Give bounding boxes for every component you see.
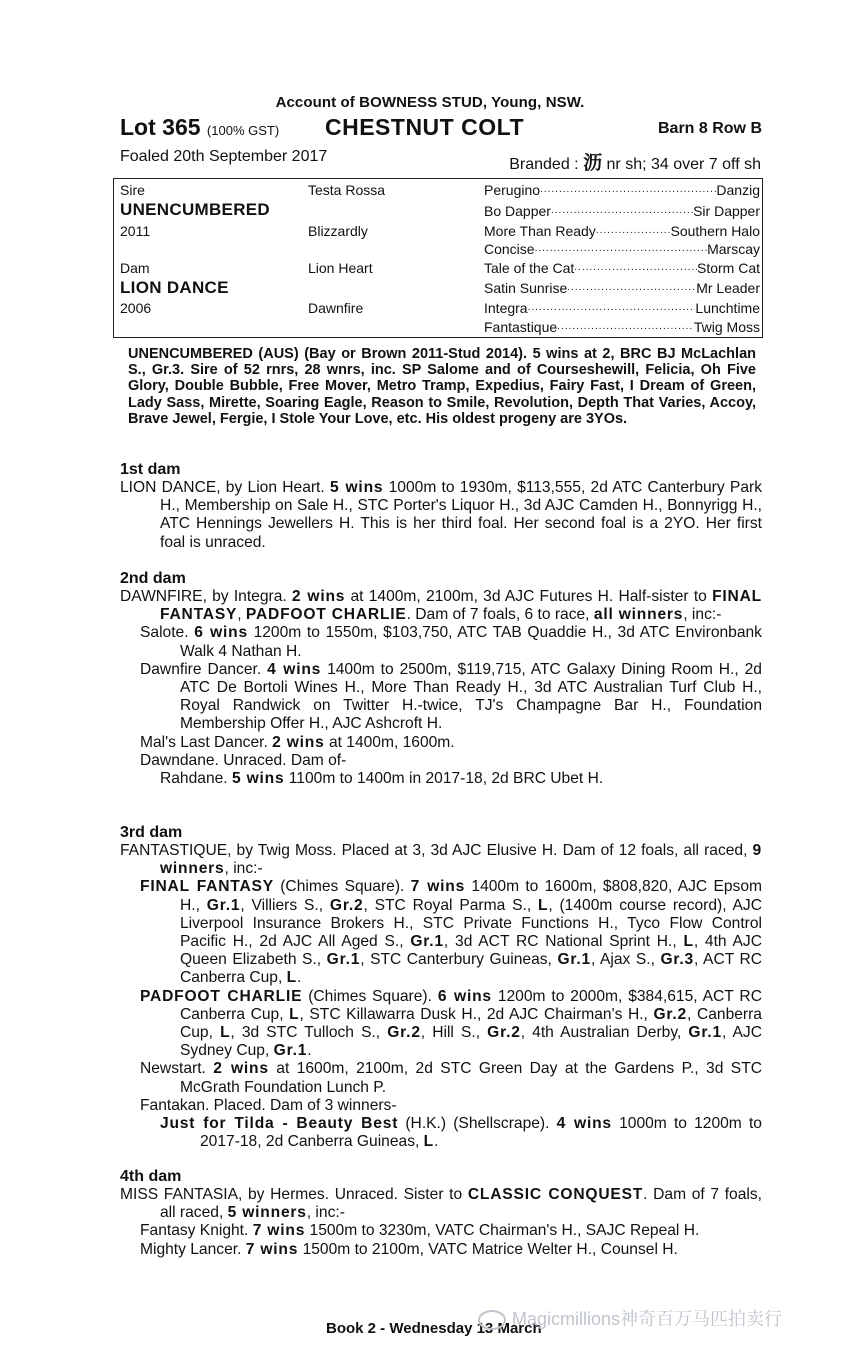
progeny-entry: Fantasy Knight. 7 wins 1500m to 3230m, VATC Chairman's H., SAJC Repeal H. [140, 1222, 700, 1240]
vendor-account: Account of BOWNESS STUD, Young, NSW. [275, 94, 585, 111]
dam-sire: Lion Heart [308, 260, 373, 276]
progeny-entry: Mighty Lancer. 7 wins 1500m to 2100m, VATC Matrice Welter H., Counsel H. [140, 1240, 678, 1258]
progeny-entry: FINAL FANTASY (Chimes Square). 7 wins 1400m to 1600m, $808,820, AJC Epsom H., Gr.1, Villiers S., Gr.2, STC Royal Parma S., L, (1400m course record), AJC Liverpool Insurance Brokers H., STC Private Functions H., Tyco Flow Control Pacific H., 2d AJC All Aged S., Gr.1, 3d ACT RC National Sprint H., L, 4th AJC Queen Elizabeth S., Gr.1, STC Canterbury Guineas, Gr.1, Ajax S., Gr.3, ACT RC Canberra Cup, L. [140, 878, 762, 987]
progeny-entry: Dawndane. Unraced. Dam of- [140, 751, 347, 769]
foaled-date: Foaled 20th September 2017 [120, 148, 328, 165]
dam-entry: FANTASTIQUE, by Twig Moss. Placed at 3, 3d AJC Elusive H. Dam of 12 foals, all raced, 9 winners, inc:- [120, 842, 762, 878]
sire-year: 2011 [120, 223, 151, 239]
tertiary-ancestor: Fantastique ..... Twig Moss [484, 319, 760, 335]
progeny-entry: Mal's Last Dancer. 2 wins at 1400m, 1600m. [140, 733, 455, 751]
dam-entry: LION DANCE, by Lion Heart. 5 wins 1000m to 1930m, $113,555, 2d ATC Canterbury Park H., Membership on Sale H., STC Porter's Liquor H., 3d AJC Camden H., Bonnyrigg H., ATC Hennings Jewellers H. This is her third foal. Her second foal is a 2YO. Her first foal is unraced. [120, 479, 762, 551]
wechat-icon [478, 1310, 506, 1330]
branded-info [509, 148, 761, 175]
progeny-entry: Newstart. 2 wins at 1600m, 2100m, 2d STC Green Day at the Gardens P., 3d STC McGrath Foundation Lunch P. [140, 1060, 762, 1096]
progeny-entry: Dawnfire Dancer. 4 wins 1400m to 2500m, $119,715, ATC Galaxy Dining Room H., 2d ATC De Bortoli Wines H., More Than Ready H., 3d ATC Australian Turf Club H., Royal Randwick on Twitter H.-twice, TJ's Champagne Bar H., Foundation Membership Offer H., AJC Ashcroft H. [140, 660, 762, 733]
section-heading: 1st dam [120, 461, 181, 478]
watermark [478, 1305, 782, 1331]
watermark-text: Magicmillions神奇百万马匹拍卖行 [512, 1309, 783, 1329]
dam-label: Dam [120, 260, 150, 276]
section-heading: 4th dam [120, 1168, 182, 1185]
section-heading: 3rd dam [120, 824, 183, 841]
dam-year: 2006 [120, 300, 152, 316]
brand-mark: 沥 [583, 153, 603, 174]
lot-label: Lot 365 [120, 114, 201, 140]
grand-progeny-entry: Rahdane. 5 wins 1100m to 1400m in 2017-18, 2d BRC Ubet H. [160, 770, 604, 788]
lot-number [120, 114, 279, 141]
tertiary-ancestor: Perugino ..... Danzig [484, 182, 760, 198]
tertiary-ancestor: Tale of the Cat ..... Storm Cat [484, 260, 760, 276]
lot-title: CHESTNUT COLT [325, 114, 525, 140]
gst-note: (100% GST) [206, 123, 280, 138]
progeny-entry: PADFOOT CHARLIE (Chimes Square). 6 wins 1200m to 2000m, $384,615, ACT RC Canberra Cup, L, STC Killawarra Dusk H., 2d AJC Chairman's H., Gr.2, Canberra Cup, L, 3d STC Tulloch S., Gr.2, Hill S., Gr.2, 4th Australian Derby, Gr.1, AJC Sydney Cup, Gr.1. [140, 987, 762, 1060]
first-dam-section [120, 461, 762, 552]
sire-label: Sire [120, 182, 145, 198]
progeny-entry: Fantakan. Placed. Dam of 3 winners- [140, 1096, 397, 1114]
fourth-dam-section [120, 1168, 762, 1259]
grand-progeny-entry: Just for Tilda - Beauty Best (H.K.) (Shellscrape). 4 wins 1000m to 1200m to 2017-18, 2d Canberra Guineas, L. [160, 1115, 762, 1151]
second-dam-section [120, 570, 762, 788]
third-dam-section [120, 824, 762, 1151]
branded-text: nr sh; 34 over 7 off sh [606, 156, 761, 173]
branded-label: Branded : [509, 156, 579, 173]
sire-summary: UNENCUMBERED (AUS) (Bay or Brown 2011-Stud 2014). 5 wins at 2, BRC BJ McLachlan S., Gr.3. Sire of 52 rnrs, 28 wnrs, inc. SP Salome and of Courseshewill, Felicia, Oh Five Glory, Double Bubble, Free Mover, Metro Tramp, Expedius, Fairy Fast, I Dream of Green, Lady Sass, Mirette, Soaring Eagle, Reason to Smile, Revolution, Depth That Varies, Accoy, Brave Jewel, Fergie, I Stole Your Love, etc. His oldest progeny are 3YOs. [128, 346, 756, 427]
tertiary-ancestor: Satin Sunrise ..... Mr Leader [484, 280, 760, 296]
lot-line [120, 114, 762, 144]
dam-name: LION DANCE [120, 278, 229, 297]
sire-name: UNENCUMBERED [120, 200, 270, 219]
sire-sire: Testa Rossa [308, 182, 386, 198]
pedigree-table [113, 178, 763, 338]
tertiary-ancestor: Integra ..... Lunchtime [484, 300, 760, 316]
section-heading: 2nd dam [120, 570, 186, 587]
tertiary-ancestor: More Than Ready ..... Southern Halo [484, 223, 760, 239]
dam-entry: MISS FANTASIA, by Hermes. Unraced. Sister to CLASSIC CONQUEST. Dam of 7 foals, all raced, 5 winners, inc:- [120, 1186, 762, 1222]
dam-dam: Dawnfire [308, 300, 364, 316]
page-footer: Book 2 - Wednesday 13 March [326, 1320, 542, 1337]
progeny-entry: Salote. 6 wins 1200m to 1550m, $103,750, ATC TAB Quaddie H., 3d ATC Environbank Walk 4 Nathan H. [140, 624, 762, 660]
sire-dam: Blizzardly [308, 223, 368, 239]
barn-location: Barn 8 Row B [657, 120, 762, 137]
tertiary-ancestor: Bo Dapper ..... Sir Dapper [484, 203, 760, 219]
dam-entry: DAWNFIRE, by Integra. 2 wins at 1400m, 2100m, 3d AJC Futures H. Half-sister to FINAL FANTASY, PADFOOT CHARLIE. Dam of 7 foals, 6 to race, all winners, inc:- [120, 588, 762, 624]
tertiary-ancestor: Concise ..... Marscay [484, 241, 760, 257]
